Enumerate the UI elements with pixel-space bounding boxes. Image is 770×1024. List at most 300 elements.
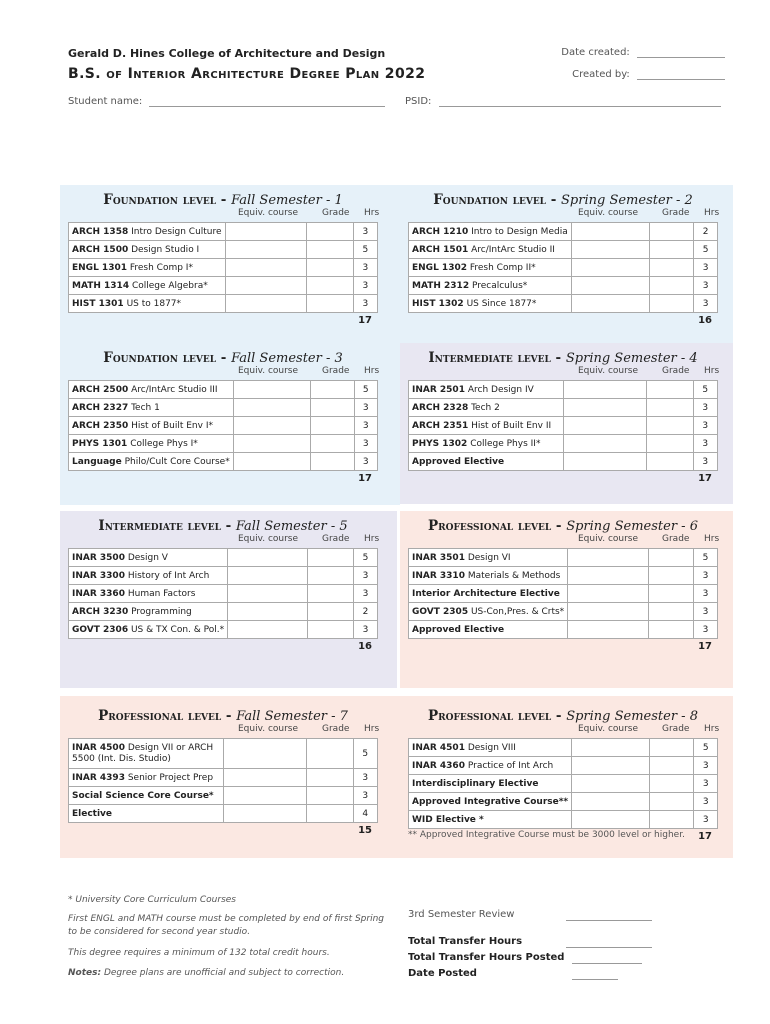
grade-input[interactable] <box>649 295 693 313</box>
course-row <box>69 453 378 471</box>
course-name-cell <box>409 567 568 585</box>
grade-input[interactable] <box>648 567 694 585</box>
course-code: ARCH 3230 <box>72 606 129 617</box>
course-name-cell <box>69 381 234 399</box>
course-title: US-Con,Pres. & Crts* <box>470 606 565 617</box>
semester-5 <box>68 518 378 652</box>
hrs-header: Hrs <box>364 366 380 376</box>
course-code: INAR 4500 <box>72 742 125 753</box>
course-code: MATH 1314 <box>72 280 130 291</box>
course-hours: 3 <box>354 585 378 603</box>
course-hours: 3 <box>693 435 717 453</box>
course-code: INAR 3501 <box>412 552 465 563</box>
equiv-course-input[interactable] <box>572 775 650 793</box>
equiv-course-input[interactable] <box>572 793 650 811</box>
page-title: B.S. of Interior Architecture Degree Plan 2022 <box>68 66 426 82</box>
grade-input[interactable] <box>646 399 693 417</box>
level-label: Professional level <box>428 708 552 724</box>
term-label: Spring Semester - 8 <box>566 709 698 724</box>
grade-input[interactable] <box>650 739 694 757</box>
course-name-cell <box>69 295 226 313</box>
course-name-cell <box>69 769 224 787</box>
course-row <box>69 621 378 639</box>
semester-title: Professional level - Spring Semester - 8 <box>428 708 698 724</box>
grade-header: Grade <box>322 534 350 544</box>
grade-input[interactable] <box>310 417 354 435</box>
student-name-field <box>68 96 385 107</box>
course-name-cell <box>69 259 226 277</box>
course-name-cell <box>69 787 224 805</box>
grade-input[interactable] <box>649 277 693 295</box>
equiv-course-input[interactable] <box>223 787 306 805</box>
course-hours: 5 <box>354 549 378 567</box>
column-headers <box>408 534 718 548</box>
course-row <box>409 381 718 399</box>
grade-header: Grade <box>322 366 350 376</box>
course-hours: 3 <box>694 295 718 313</box>
course-name-cell <box>69 621 228 639</box>
course-code: ARCH 1500 <box>72 244 129 255</box>
course-row <box>69 435 378 453</box>
equiv-course-input[interactable] <box>228 585 308 603</box>
course-hours: 3 <box>353 223 377 241</box>
course-code: PHYS 1301 <box>72 438 128 449</box>
level-label: Professional level <box>98 708 222 724</box>
transfer-posted-input[interactable] <box>572 951 642 964</box>
grade-input[interactable] <box>649 241 693 259</box>
course-code: HIST 1301 <box>72 298 124 309</box>
created-by-input[interactable] <box>637 79 725 80</box>
course-row <box>69 805 378 823</box>
equiv-course-input[interactable] <box>225 277 307 295</box>
course-title: Intro to Design Media <box>471 226 568 237</box>
grade-input[interactable] <box>650 793 694 811</box>
course-row <box>69 295 378 313</box>
course-hours: 3 <box>354 621 378 639</box>
grade-input[interactable] <box>307 259 353 277</box>
course-name-cell <box>69 585 228 603</box>
course-table <box>68 548 378 639</box>
grade-input[interactable] <box>646 381 693 399</box>
course-code: Elective <box>72 808 113 819</box>
grade-input[interactable] <box>650 757 694 775</box>
equiv-course-input[interactable] <box>233 453 310 471</box>
grade-input[interactable] <box>648 549 694 567</box>
level-label: Professional level <box>428 518 552 534</box>
course-name-cell <box>69 241 226 259</box>
grade-header: Grade <box>322 208 350 218</box>
column-headers <box>68 724 378 738</box>
course-hours: 3 <box>354 435 378 453</box>
course-row <box>69 549 378 567</box>
grade-input[interactable] <box>649 259 693 277</box>
course-title: US to 1877* <box>126 298 182 309</box>
course-title: Fresh Comp I* <box>129 262 193 273</box>
psid-input[interactable] <box>439 106 721 107</box>
course-code: ARCH 2351 <box>412 420 469 431</box>
equiv-course-header: Equiv. course <box>238 208 299 218</box>
course-code: ENGL 1302 <box>412 262 467 273</box>
term-label: Fall Semester - 1 <box>231 193 343 208</box>
course-name-cell <box>69 399 234 417</box>
semester-total-hours: 17 <box>358 473 372 484</box>
grade-header: Grade <box>322 724 350 734</box>
disclaimer-text: Degree plans are unofficial and subject to correction. <box>103 968 345 978</box>
course-name-cell <box>409 295 572 313</box>
course-code: HIST 1302 <box>412 298 464 309</box>
course-code: Language <box>72 456 122 467</box>
semester-2 <box>408 192 718 326</box>
equiv-course-header: Equiv. course <box>578 534 639 544</box>
equiv-course-input[interactable] <box>225 259 307 277</box>
equiv-course-input[interactable] <box>233 417 310 435</box>
equiv-course-header: Equiv. course <box>578 366 639 376</box>
course-name-cell <box>409 223 572 241</box>
course-title: Hist of Built Env I* <box>131 420 213 431</box>
course-code: ARCH 2350 <box>72 420 129 431</box>
course-title: US & TX Con. & Pol.* <box>130 624 225 635</box>
equiv-course-input[interactable] <box>563 417 646 435</box>
hrs-header: Hrs <box>364 208 380 218</box>
course-hours: 3 <box>694 793 718 811</box>
equiv-course-input[interactable] <box>572 811 650 829</box>
course-title: Arch Design IV <box>467 384 534 395</box>
course-hours: 2 <box>354 603 378 621</box>
course-row <box>409 241 718 259</box>
equiv-course-input[interactable] <box>225 295 307 313</box>
course-hours: 3 <box>353 769 377 787</box>
level-label: Foundation level <box>103 350 217 366</box>
date-created-input[interactable] <box>637 57 725 58</box>
course-table <box>68 222 378 313</box>
footnote-disclaimer <box>68 968 388 978</box>
grade-input[interactable] <box>310 381 354 399</box>
grade-header: Grade <box>662 366 690 376</box>
equiv-course-input[interactable] <box>233 399 310 417</box>
course-title: Design VIII <box>467 742 516 753</box>
course-code: MATH 2312 <box>412 280 470 291</box>
date-posted-input[interactable] <box>572 967 618 980</box>
course-code: INAR 4360 <box>412 760 465 771</box>
course-hours: 4 <box>353 805 377 823</box>
course-row <box>69 381 378 399</box>
equiv-course-input[interactable] <box>225 223 307 241</box>
grade-input[interactable] <box>307 223 353 241</box>
course-hours: 3 <box>694 567 718 585</box>
course-row <box>69 277 378 295</box>
hrs-header: Hrs <box>704 724 720 734</box>
course-code: GOVT 2306 <box>72 624 129 635</box>
course-hours: 5 <box>354 381 378 399</box>
grade-input[interactable] <box>649 223 693 241</box>
equiv-course-input[interactable] <box>228 621 308 639</box>
course-code: ARCH 1501 <box>412 244 469 255</box>
term-label: Spring Semester - 2 <box>561 193 693 208</box>
grade-input[interactable] <box>310 435 354 453</box>
hrs-header: Hrs <box>704 534 720 544</box>
equiv-course-input[interactable] <box>568 549 648 567</box>
equiv-course-header: Equiv. course <box>238 366 299 376</box>
course-name-cell <box>69 739 224 769</box>
grade-input[interactable] <box>650 775 694 793</box>
course-name-cell <box>409 757 572 775</box>
course-title: Fresh Comp II* <box>469 262 536 273</box>
course-hours: 3 <box>353 277 377 295</box>
equiv-course-input[interactable] <box>571 223 649 241</box>
course-hours: 3 <box>693 399 717 417</box>
course-title: Senior Project Prep <box>127 772 214 783</box>
course-row <box>409 793 718 811</box>
equiv-course-header: Equiv. course <box>238 534 299 544</box>
grade-input[interactable] <box>646 453 693 471</box>
course-title: College Phys I* <box>130 438 198 449</box>
course-row <box>409 585 718 603</box>
course-hours: 3 <box>354 417 378 435</box>
course-row <box>409 811 718 829</box>
course-row <box>69 739 378 769</box>
course-title: Design Studio I <box>131 244 200 255</box>
third-semester-review-label: 3rd Semester Review <box>408 909 515 920</box>
grade-input[interactable] <box>308 567 354 585</box>
hrs-header: Hrs <box>364 724 380 734</box>
semester-title: Professional level - Fall Semester - 7 <box>98 708 348 724</box>
course-name-cell <box>409 417 564 435</box>
equiv-course-input[interactable] <box>571 259 649 277</box>
footnote-credit-hours: This degree requires a minimum of 132 total credit hours. <box>68 948 330 958</box>
course-title: Programming <box>131 606 192 617</box>
course-row <box>69 223 378 241</box>
course-title: US Since 1877* <box>466 298 537 309</box>
term-label: Fall Semester - 3 <box>231 351 343 366</box>
course-hours: 3 <box>694 277 718 295</box>
course-name-cell <box>409 621 568 639</box>
course-code: INAR 4501 <box>412 742 465 753</box>
grade-input[interactable] <box>648 585 694 603</box>
course-row <box>409 259 718 277</box>
course-hours: 3 <box>694 811 718 829</box>
course-name-cell <box>409 259 572 277</box>
course-code: PHYS 1302 <box>412 438 468 449</box>
grade-input[interactable] <box>646 435 693 453</box>
grade-input[interactable] <box>310 399 354 417</box>
equiv-course-input[interactable] <box>223 769 306 787</box>
course-name-cell <box>409 549 568 567</box>
course-title: Intro Design Culture <box>131 226 222 237</box>
disclaimer-label: Notes: <box>68 968 102 978</box>
column-headers <box>68 208 378 222</box>
course-name-cell <box>409 811 572 829</box>
grade-input[interactable] <box>306 787 353 805</box>
integrative-course-note: ** Approved Integrative Course must be 3000 level or higher. <box>408 830 685 840</box>
transfer-posted-label: Total Transfer Hours Posted <box>408 952 565 963</box>
equiv-course-input[interactable] <box>571 241 649 259</box>
grade-input[interactable] <box>306 739 353 769</box>
course-name-cell <box>69 435 234 453</box>
course-table <box>408 380 718 471</box>
equiv-course-input[interactable] <box>228 603 308 621</box>
course-row <box>69 603 378 621</box>
semester-title: Professional level - Spring Semester - 6 <box>428 518 698 534</box>
course-code: Approved Elective <box>412 624 505 635</box>
created-by-label: Created by: <box>572 69 630 80</box>
course-name-cell <box>409 739 572 757</box>
level-label: Foundation level <box>433 192 547 208</box>
transfer-hours-input[interactable] <box>566 935 652 948</box>
semester-title: Intermediate level - Spring Semester - 4 <box>428 350 698 366</box>
course-table <box>408 548 718 639</box>
equiv-course-input[interactable] <box>228 549 308 567</box>
course-row <box>409 621 718 639</box>
equiv-course-input[interactable] <box>223 739 306 769</box>
course-hours: 3 <box>353 295 377 313</box>
course-title: Hist of Built Env II <box>471 420 552 431</box>
course-row <box>409 417 718 435</box>
course-table <box>68 380 378 471</box>
equiv-course-input[interactable] <box>568 603 648 621</box>
equiv-course-input[interactable] <box>568 567 648 585</box>
term-label: Spring Semester - 6 <box>566 519 698 534</box>
course-title: Tech 1 <box>131 402 160 413</box>
semester-total-hours: 17 <box>358 315 372 326</box>
grade-input[interactable] <box>307 295 353 313</box>
course-code: ENGL 1301 <box>72 262 127 273</box>
course-row <box>69 241 378 259</box>
course-code: ARCH 1210 <box>412 226 469 237</box>
transfer-hours-label: Total Transfer Hours <box>408 936 523 947</box>
equiv-course-input[interactable] <box>233 381 310 399</box>
equiv-course-input[interactable] <box>572 757 650 775</box>
grade-header: Grade <box>662 724 690 734</box>
course-row <box>69 769 378 787</box>
equiv-course-input[interactable] <box>563 399 646 417</box>
course-table <box>408 222 718 313</box>
course-row <box>409 399 718 417</box>
course-hours: 3 <box>693 417 717 435</box>
grade-input[interactable] <box>650 811 694 829</box>
course-title: Design V <box>127 552 168 563</box>
course-name-cell <box>69 549 228 567</box>
date-created-label: Date created: <box>561 47 630 58</box>
course-row <box>69 567 378 585</box>
course-title: College Phys II* <box>470 438 541 449</box>
grade-input[interactable] <box>306 769 353 787</box>
course-code: INAR 3300 <box>72 570 125 581</box>
course-table <box>68 738 378 823</box>
course-name-cell <box>69 805 224 823</box>
semester-4 <box>408 350 718 484</box>
grade-input[interactable] <box>648 621 694 639</box>
course-title: Tech 2 <box>471 402 500 413</box>
course-row <box>409 295 718 313</box>
equiv-course-input[interactable] <box>572 739 650 757</box>
semester-3 <box>68 350 378 484</box>
semester-title: Foundation level - Fall Semester - 3 <box>103 350 343 366</box>
course-code: WID Elective * <box>412 814 484 825</box>
grade-input[interactable] <box>308 585 354 603</box>
course-code: INAR 2501 <box>412 384 465 395</box>
course-row <box>69 399 378 417</box>
grade-input[interactable] <box>307 241 353 259</box>
column-headers <box>408 724 718 738</box>
course-table <box>408 738 718 829</box>
course-name-cell <box>409 277 572 295</box>
equiv-course-input[interactable] <box>233 435 310 453</box>
equiv-course-input[interactable] <box>571 295 649 313</box>
equiv-course-input[interactable] <box>568 585 648 603</box>
course-hours: 5 <box>694 739 718 757</box>
course-row <box>409 567 718 585</box>
course-row <box>409 603 718 621</box>
course-row <box>409 453 718 471</box>
equiv-course-input[interactable] <box>563 453 646 471</box>
course-row <box>409 277 718 295</box>
psid-field <box>405 96 721 107</box>
psid-label: PSID: <box>405 96 432 107</box>
grade-input[interactable] <box>306 805 353 823</box>
third-semester-review-input[interactable] <box>566 908 652 921</box>
course-row <box>409 549 718 567</box>
grade-input[interactable] <box>308 549 354 567</box>
course-name-cell <box>409 775 572 793</box>
course-hours: 3 <box>694 775 718 793</box>
grade-input[interactable] <box>308 603 354 621</box>
course-title: Human Factors <box>127 588 196 599</box>
course-title: Philo/Cult Core Course* <box>124 456 230 467</box>
course-title: Arc/IntArc Studio II <box>471 244 555 255</box>
course-hours: 5 <box>353 739 377 769</box>
course-hours: 3 <box>693 453 717 471</box>
hrs-header: Hrs <box>704 366 720 376</box>
term-label: Fall Semester - 5 <box>235 519 348 534</box>
grade-input[interactable] <box>648 603 694 621</box>
semester-6 <box>408 518 718 652</box>
course-hours: 5 <box>693 381 717 399</box>
course-row <box>409 435 718 453</box>
equiv-course-input[interactable] <box>228 567 308 585</box>
grade-input[interactable] <box>308 621 354 639</box>
equiv-course-input[interactable] <box>223 805 306 823</box>
course-title: Precalculus* <box>471 280 528 291</box>
footnote-core: * University Core Curriculum Courses <box>68 895 236 905</box>
semester-total-hours: 17 <box>698 473 712 484</box>
level-label: Foundation level <box>103 192 217 208</box>
level-label: Intermediate level <box>428 350 551 366</box>
semester-total-hours: 16 <box>698 315 712 326</box>
course-code: INAR 4393 <box>72 772 125 783</box>
semester-7 <box>68 708 378 836</box>
equiv-course-input[interactable] <box>571 277 649 295</box>
grade-input[interactable] <box>307 277 353 295</box>
course-title: College Algebra* <box>131 280 208 291</box>
course-title: Materials & Methods <box>467 570 561 581</box>
equiv-course-input[interactable] <box>568 621 648 639</box>
grade-input[interactable] <box>310 453 354 471</box>
course-row <box>69 417 378 435</box>
equiv-course-header: Equiv. course <box>578 724 639 734</box>
course-code: ARCH 2500 <box>72 384 129 395</box>
course-title: Practice of Int Arch <box>467 760 554 771</box>
course-title: Design VII or ARCH 5500 (Int. Dis. Studio) <box>72 742 214 764</box>
hrs-header: Hrs <box>704 208 720 218</box>
student-name-input[interactable] <box>149 106 385 107</box>
grade-input[interactable] <box>646 417 693 435</box>
equiv-course-input[interactable] <box>225 241 307 259</box>
equiv-course-input[interactable] <box>563 381 646 399</box>
course-row <box>409 757 718 775</box>
course-hours: 3 <box>353 787 377 805</box>
equiv-course-input[interactable] <box>563 435 646 453</box>
grade-header: Grade <box>662 534 690 544</box>
